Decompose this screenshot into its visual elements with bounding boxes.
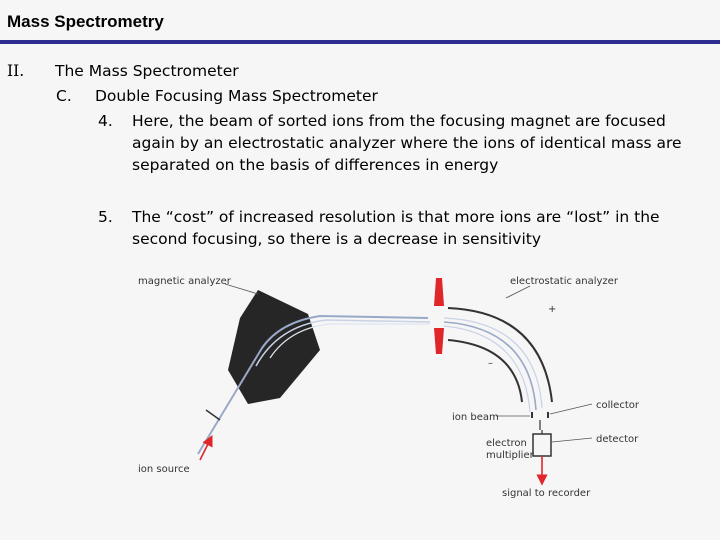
detector-box xyxy=(533,434,551,456)
outer-plate xyxy=(448,308,552,402)
subsection-letter: C. xyxy=(56,87,72,105)
label-collector: collector xyxy=(596,400,639,411)
section-title: The Mass Spectrometer xyxy=(55,62,239,80)
list-item-text: Here, the beam of sorted ions from the focusing magnet are focused again by an electrostatic analyzer where the ions of identical mass are separated on the basis of differences in energy xyxy=(132,112,682,174)
list-item-text: The “cost” of increased resolution is that more ions are “lost” in the second focusing, so there is a decrease in sensitivity xyxy=(132,208,660,248)
section-numeral: II. xyxy=(7,62,25,80)
slide-title: Mass Spectrometry xyxy=(7,12,164,31)
source-slit xyxy=(206,410,220,420)
diagram-svg xyxy=(130,262,650,512)
lower-slit xyxy=(434,328,444,354)
leader-line xyxy=(552,438,592,442)
double-focusing-diagram xyxy=(130,262,650,512)
leader-line xyxy=(506,286,530,298)
leader-line xyxy=(550,404,592,414)
upper-slit xyxy=(434,278,444,306)
inner-plate xyxy=(448,340,522,402)
label-electrostatic-analyzer: electrostatic analyzer xyxy=(510,276,618,287)
label-signal-to-recorder: signal to recorder xyxy=(502,488,591,499)
label-plus: + xyxy=(548,304,557,315)
label-minus: – xyxy=(488,358,493,369)
subsection-title: Double Focusing Mass Spectrometer xyxy=(95,87,378,105)
label-electron-multiplier: multiplier xyxy=(486,450,534,461)
list-item-number: 4. xyxy=(98,112,113,130)
label-detector: detector xyxy=(596,434,639,445)
magnet-shape xyxy=(228,290,320,404)
label-ion-beam: ion beam xyxy=(452,412,499,423)
label-electron-multiplier: electron xyxy=(486,438,527,449)
label-ion-source: ion source xyxy=(138,464,190,475)
label-magnetic-analyzer: magnetic analyzer xyxy=(138,276,231,287)
esa-beam xyxy=(444,326,530,412)
list-item-number: 5. xyxy=(98,208,113,226)
